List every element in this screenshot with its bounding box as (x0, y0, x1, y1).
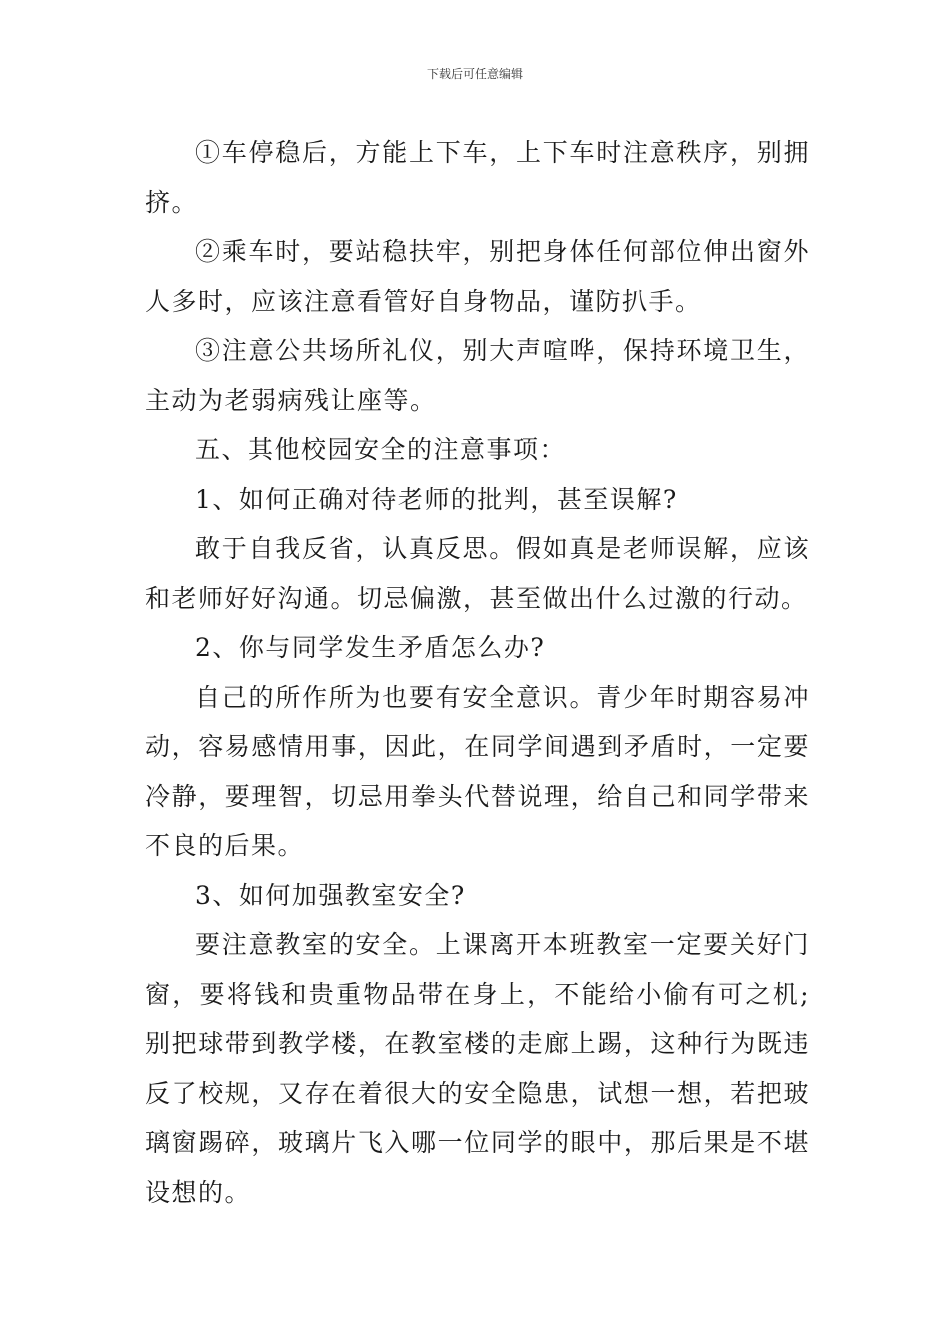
answer-3: 要注意教室的安全。上课离开本班教室一定要关好门窗，要将钱和贵重物品带在身上，不能给小偷有可之机;别把球带到教学楼，在教室楼的走廊上踢，这种行为既违反了校规，又存在着很大的安全隐患，试想一想，若把玻璃窗踢碎，玻璃片飞入哪一位同学的眼中，那后果是不堪设想的。 (145, 930, 810, 1207)
section-heading: 五、其他校园安全的注意事项： (195, 435, 567, 464)
header-note: 下载后可任意编辑 (426, 67, 523, 81)
paragraph-1: ①车停稳后，方能上下车，上下车时注意秩序，别拥挤。 (145, 138, 810, 217)
paragraph-2: ②乘车时，要站稳扶牢，别把身体任何部位伸出窗外人多时，应该注意看管好自身物品，谨防扒手。 (145, 237, 810, 316)
question-3: 3、如何加强教室安全? (195, 880, 466, 910)
paragraph-3: ③注意公共场所礼仪，别大声喧哗，保持环境卫生，主动为老弱病残让座等。 (145, 336, 810, 415)
question-1: 1、如何正确对待老师的批判，甚至误解? (195, 484, 678, 514)
question-2: 2、你与同学发生矛盾怎么办? (195, 633, 546, 662)
answer-2: 自己的所作所为也要有安全意识。青少年时期容易冲动，容易感情用事，因此，在同学间遇到矛盾时，一定要冷静，要理智，切忌用拳头代替说理，给自己和同学带来不良的后果。 (145, 682, 810, 860)
answer-1: 敢于自我反省，认真反思。假如真是老师误解，应该和老师好好沟通。切忌偏激，甚至做出什么过激的行动。 (145, 534, 810, 613)
document-body (145, 128, 810, 1217)
